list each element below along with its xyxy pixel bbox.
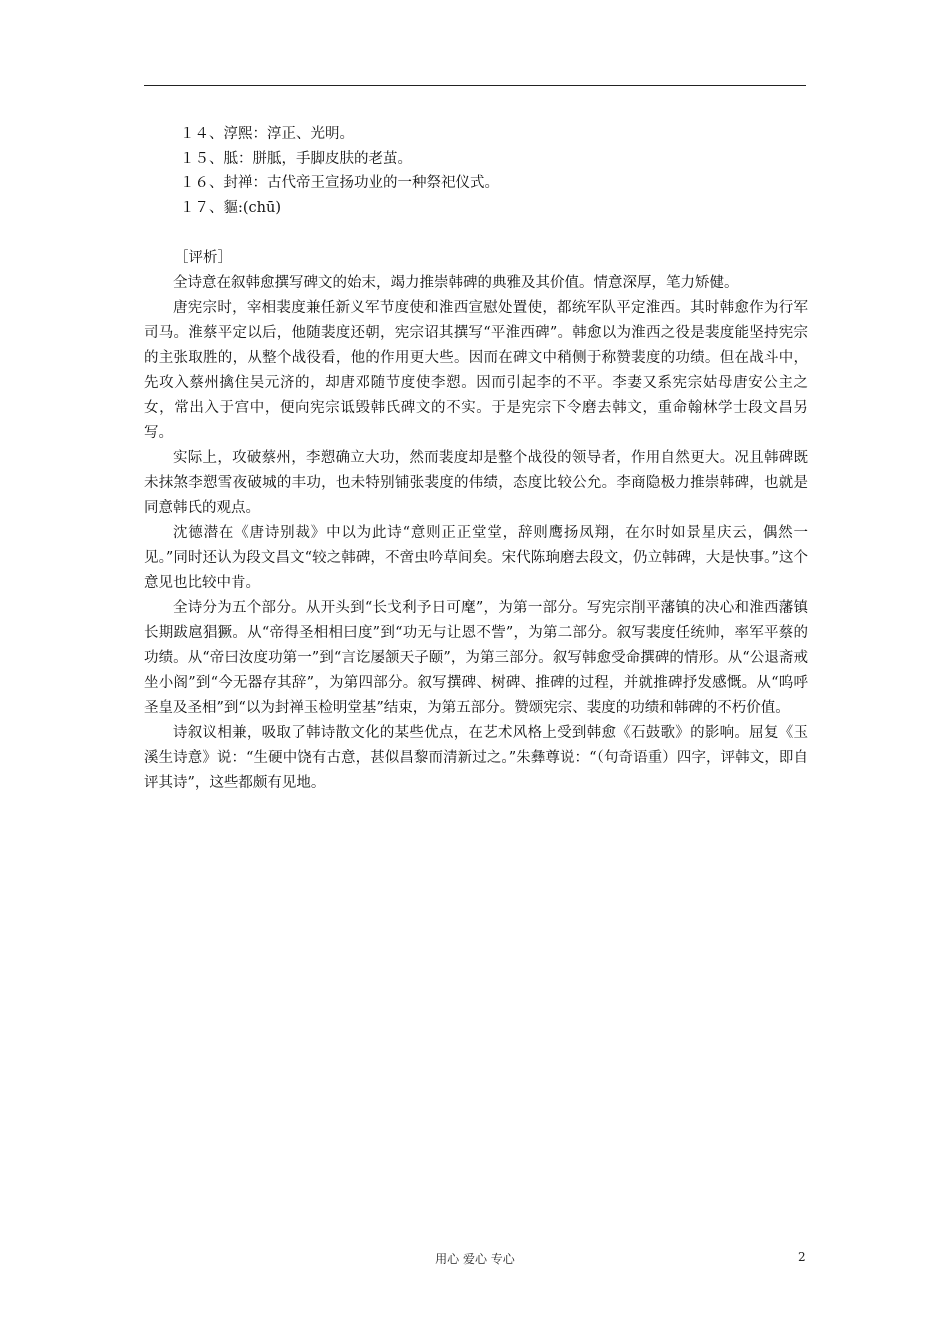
page-number: 2 [798,1250,806,1264]
commentary-paragraph: 沈德潜在《唐诗别裁》中以为此诗“意则正正堂堂，辞则鹰扬凤翔，在尔时如景星庆云，偶然一见。”同时还认为段文昌文“较之韩碑，不啻虫吟草间矣。宋代陈珦磨去段文，仍立韩碑，大是快事。”这个意见也比较中肯。 [144,525,808,591]
note-item: １７、貙:(chū) [180,199,281,216]
commentary-paragraph: 唐宪宗时，宰相裴度兼任新义军节度使和淮西宣慰处置使，都统军队平定淮西。其时韩愈作为行军司马。淮蔡平定以后，他随裴度还朝，宪宗诏其撰写“平淮西碑”。韩愈以为淮西之役是裴度能坚持宪宗的主张取胜的，从整个战役看，他的作用更大些。因而在碑文中稍侧于称赞裴度的功绩。但在战斗中，先攻入蔡州擒住吴元济的，却唐邓随节度使李愬。因而引起李的不平。李妻又系宪宗姑母唐安公主之女，常出入于宫中，便向宪宗诋毁韩氏碑文的不实。于是宪宗下令磨去韩文，重命翰林学士段文昌另写。 [144,300,808,441]
footer-text: 用心 爱心 专心 [435,1252,515,1266]
commentary-paragraph: 全诗分为五个部分。从开头到“长戈利予日可麾”，为第一部分。写宪宗削平藩镇的决心和淮西藩镇长期跋扈猖獗。从“帝得圣相相曰度”到“功无与让恩不訾”，为第二部分。叙写裴度任统帅，率军平蔡的功绩。从“帝曰汝度功第一”到“言讫屡颔天子颐”，为第三部分。叙写韩愈受命撰碑的情形。从“公退斋戒坐小阁”到“今无器存其辞”，为第四部分。叙写撰碑、树碑、推碑的过程，并就推碑抒发感慨。从“呜呼圣皇及圣相”到“以为封禅玉检明堂基”结束，为第五部分。赞颂宪宗、裴度的功绩和韩碑的不朽价值。 [144,600,808,716]
commentary-paragraph: 全诗意在叙韩愈撰写碑文的始末，竭力推崇韩碑的典雅及其价值。情意深厚，笔力矫健。 [173,275,739,291]
commentary-heading: ［评析］ [174,250,232,266]
note-item: １４、淳熙：淳正、光明。 [180,126,354,142]
note-item: １６、封禅：古代帝王宣扬功业的一种祭祀仪式。 [180,175,499,191]
notes-list [180,122,810,220]
commentary-section [144,246,808,796]
header-rule [144,85,806,86]
commentary-paragraph: 诗叙议相兼，吸取了韩诗散文化的某些优点，在艺术风格上受到韩愈《石鼓歌》的影响。屈复《玉溪生诗意》说：“生硬中饶有古意，甚似昌黎而清新过之。”朱彝尊说：“（句奇语重）四字，评韩文，即自评其诗”，这些都颇有见地。 [144,725,808,791]
note-item: １５、胝：胼胝，手脚皮肤的老茧。 [180,150,412,167]
commentary-paragraph: 实际上，攻破蔡州，李愬确立大功，然而裴度却是整个战役的领导者，作用自然更大。况且韩碑既未抹煞李愬雪夜破城的丰功，也未特别铺张裴度的伟绩，态度比较公允。李商隐极力推崇韩碑，也就是同意韩氏的观点。 [144,450,808,516]
